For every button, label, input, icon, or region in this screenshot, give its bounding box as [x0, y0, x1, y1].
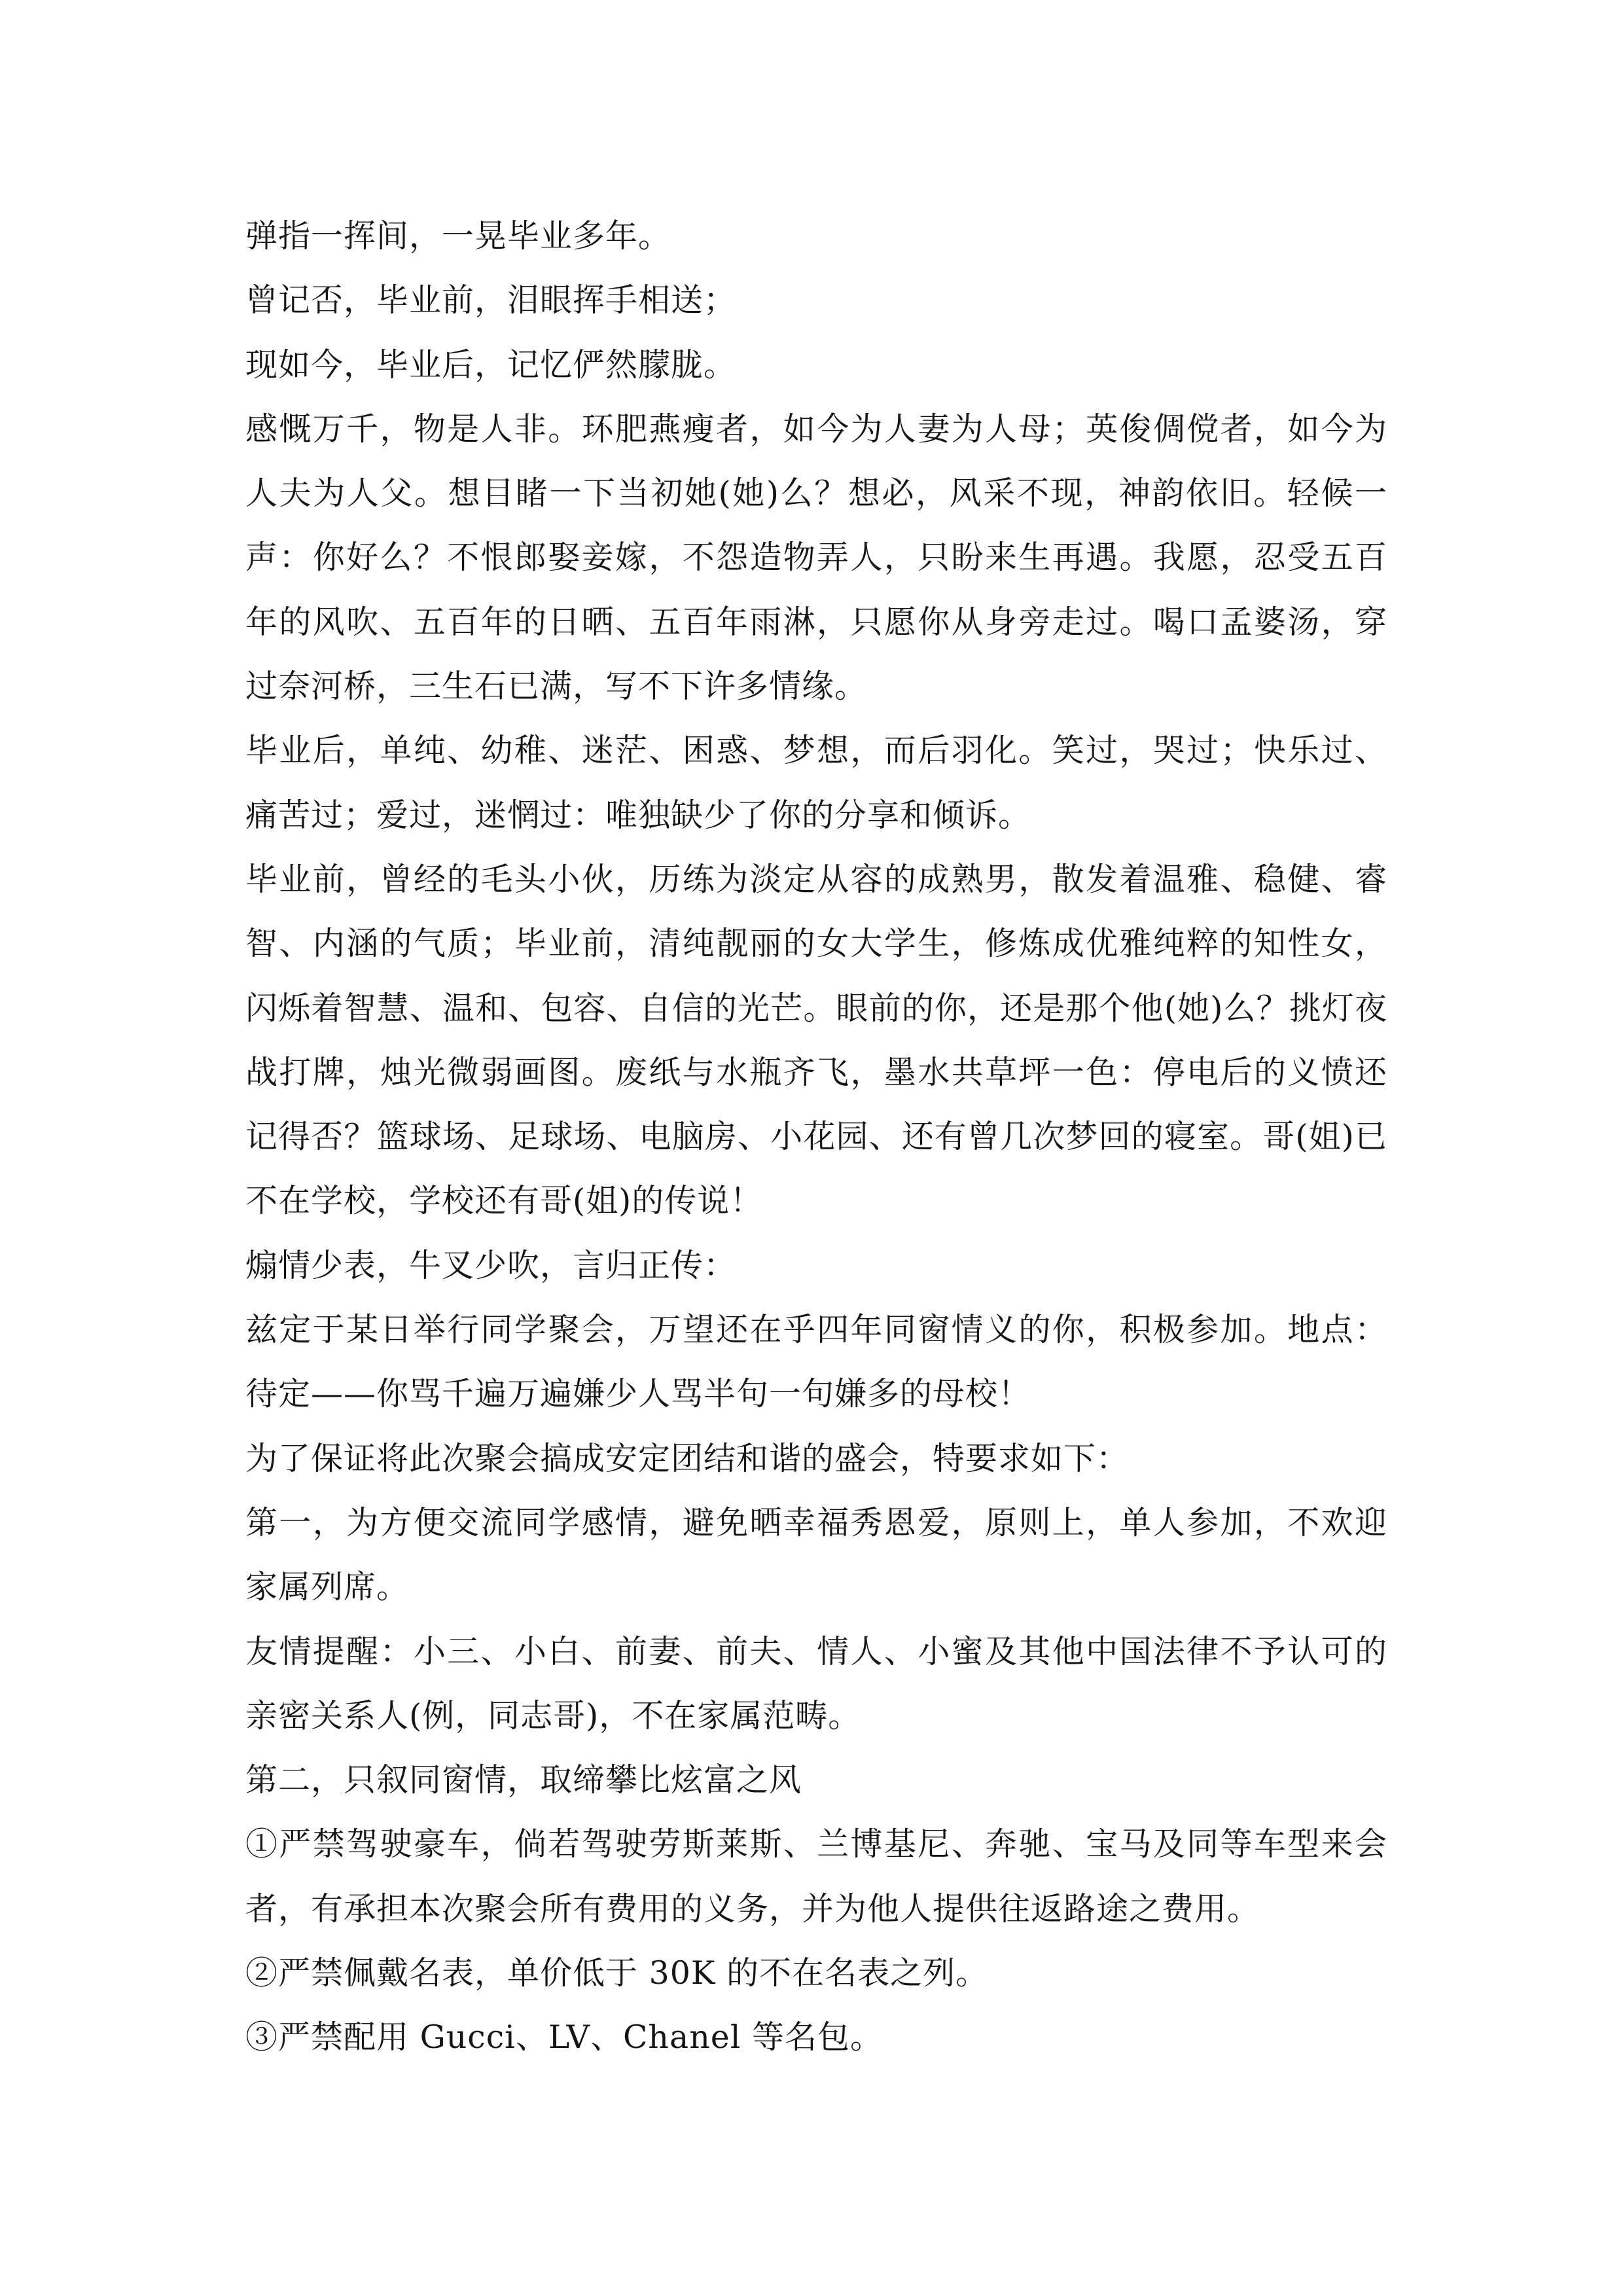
paragraph: 第二，只叙同窗情，取缔攀比炫富之风 — [245, 1761, 802, 1799]
document-body — [245, 204, 1387, 2070]
paragraph: ①严禁驾驶豪车，倘若驾驶劳斯莱斯、兰博基尼、奔驰、宝马及同等车型来会者，有承担本次聚会所有费用的义务，并为他人提供往返路途之费用。 — [245, 1825, 1387, 1928]
paragraph: 煽情少表，牛叉少吹，言归正传： — [245, 1246, 737, 1284]
paragraph: ③严禁配用 Gucci、LV、Chanel 等名包。 — [245, 2018, 883, 2056]
paragraph: 感慨万千，物是人非。环肥燕瘦者，如今为人妻为人母；英俊倜傥者，如今为人夫为人父。想目睹一下当初她(她)么？想必，风采不现，神韵依旧。轻候一声：你好么？不恨郎娶妾嫁，不怨造物弄人，只盼来生再遇。我愿，忍受五百年的风吹、五百年的日晒、五百年雨淋，只愿你从身旁走过。喝口孟婆汤，穿过奈河桥，三生石已满，写不下许多情缘。 — [245, 410, 1387, 706]
paragraph: 友情提醒：小三、小白、前妻、前夫、情人、小蜜及其他中国法律不予认可的亲密关系人(例，同志哥)，不在家属范畴。 — [245, 1632, 1387, 1734]
paragraph: 兹定于某日举行同学聚会，万望还在乎四年同窗情义的你，积极参加。地点：待定——你骂千遍万遍嫌少人骂半句一句嫌多的母校！ — [245, 1311, 1387, 1413]
paragraph: 第一，为方便交流同学感情，避免晒幸福秀恩爱，原则上，单人参加，不欢迎家属列席。 — [245, 1503, 1387, 1606]
paragraph: 弹指一挥间，一晃毕业多年。 — [245, 217, 671, 255]
paragraph: 毕业前，曾经的毛头小伙，历练为淡定从容的成熟男，散发着温雅、稳健、睿智、内涵的气质；毕业前，清纯靓丽的女大学生，修炼成优雅纯粹的知性女，闪烁着智慧、温和、包容、自信的光芒。眼前的你，还是那个他(她)么？挑灯夜战打牌，烛光微弱画图。废纸与水瓶齐飞，墨水共草坪一色：停电后的义愤还记得否？篮球场、足球场、电脑房、小花园、还有曾几次梦回的寝室。哥(姐)已不在学校，学校还有哥(姐)的传说！ — [245, 860, 1388, 1220]
paragraph: 为了保证将此次聚会搞成安定团结和谐的盛会，特要求如下： — [245, 1439, 1130, 1477]
paragraph: 现如今，毕业后，记忆俨然朦胧。 — [245, 346, 737, 384]
paragraph: 毕业后，单纯、幼稚、迷茫、困惑、梦想，而后羽化。笑过，哭过；快乐过、痛苦过；爱过，迷惘过：唯独缺少了你的分享和倾诉。 — [245, 732, 1387, 834]
paragraph: ②严禁佩戴名表，单价低于 30K 的不在名表之列。 — [245, 1954, 989, 1992]
paragraph: 曾记否，毕业前，泪眼挥手相送； — [245, 281, 737, 319]
